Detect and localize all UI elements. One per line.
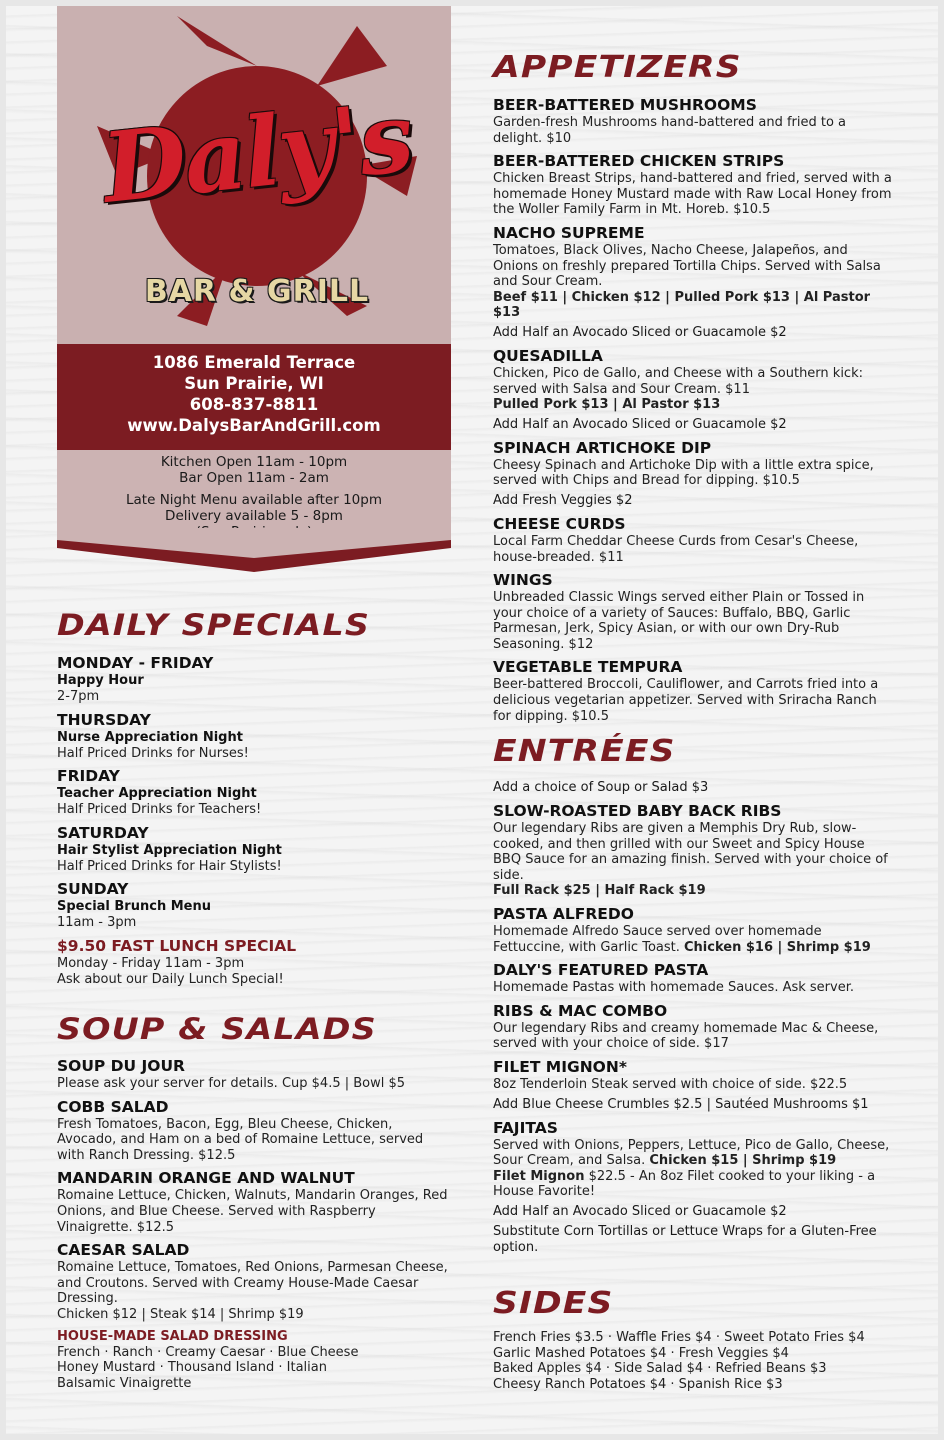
sides-line: Cheesy Ranch Potatoes $4 · Spanish Rice $3 (493, 1376, 783, 1392)
menu-item: SOUP DU JOUR Please ask your server for details. Cup $4.5 | Bowl $5 (57, 1057, 406, 1091)
delivery-hours: Delivery available 5 - 8pm (165, 508, 343, 524)
lunch-special: $9.50 FAST LUNCH SPECIAL Monday - Friday 11am - 3pm Ask about our Daily Lunch Special! (57, 936, 297, 987)
menu-item: VEGETABLE TEMPURA Beer-battered Broccoli, Cauliflower, and Carrots fried into a delicious vegetarian appetizer. Served with Sriracha Ranch for dipping. $10.5 (493, 658, 879, 724)
menu-item: WINGS Unbreaded Classic Wings served either Plain or Tossed in your choice of a variety of Sauces: Buffalo, BBQ, Garlic Parmesan, Jerk, Spicy Asian, or with our own Dry-Rub Seasoning. $12 (493, 571, 865, 652)
menu-item: SPINACH ARTICHOKE DIP Cheesy Spinach and Artichoke Dip with a little extra spice, served with Chips and Bread for dipping. $10.5 Add Fresh Veggies $2 (493, 438, 874, 508)
address-line-2: Sun Prairie, WI (184, 374, 324, 393)
soup-salads-list (57, 1057, 449, 1391)
menu-item: QUESADILLA Chicken, Pico de Gallo, and Cheese with a Southern kick: served with Salsa and Sour Cream. $11 Pulled Pork $13 | Al Pastor $13 Add Half an Avocado Sliced or Guacamole $2 (493, 346, 863, 432)
entrees-title: ENTRÉES (493, 734, 676, 769)
website-link[interactable]: www.DalysBarAndGrill.com (127, 416, 381, 435)
menu-item: MANDARIN ORANGE AND WALNUT Romaine Lettuce, Chicken, Walnuts, Mandarin Oranges, Red Onions, and Blue Cheese. Served with Raspberry Vinaigrette. $12.5 (57, 1169, 448, 1235)
address-line-1: 1086 Emerald Terrace (152, 353, 356, 372)
menu-item: NACHO SUPREME Tomatoes, Black Olives, Nacho Cheese, Jalapeños, and Onions on freshly prepared Tortilla Chips. Served with Salsa and Sour Cream. Beef $11 | Chicken $12 | Pulled Pork $13 | Al Pastor $13 Add Half an Avocado Sliced or Guacamole $2 (493, 223, 881, 340)
special-item: MONDAY - FRIDAY Happy Hour 2-7pm (57, 654, 214, 704)
kitchen-hours: Kitchen Open 11am - 10pm (160, 454, 348, 470)
menu-item: FILET MIGNON* 8oz Tenderloin Steak served with choice of side. $22.5 Add Blue Cheese Crumbles $2.5 | Sautéed Mushrooms $1 (493, 1057, 869, 1112)
restaurant-banner (57, 6, 451, 566)
menu-item: PASTA ALFREDO Homemade Alfredo Sauce served over homemade Fettuccine, with Garlic Toast. Chicken $16 | Shrimp $19 (493, 904, 871, 955)
menu-item: FAJITAS Served with Onions, Peppers, Lettuce, Pico de Gallo, Cheese, Sour Cream, and Salsa. Chicken $15 | Shrimp $19 Filet Mignon $22.5 - An 8oz Filet cooked to your liking - a House Favorite! Add Half an Avocado Sliced or Guacamole $2 Substitute Corn Tortillas or Lettuce Wraps for a Gluten-Free option. (493, 1118, 890, 1255)
menu-item: BEER-BATTERED CHICKEN STRIPS Chicken Breast Strips, hand-battered and fried, served with a homemade Honey Mustard made with Raw Local Honey from the Woller Family Farm in Mt. Horeb. $10.5 (493, 152, 892, 218)
logo-area (57, 6, 451, 344)
logo-subtitle: BAR & GRILL (144, 274, 370, 309)
daily-specials-title: DAILY SPECIALS (57, 608, 371, 642)
appetizers-list (493, 96, 893, 730)
menu-item: BEER-BATTERED MUSHROOMS Garden-fresh Mushrooms hand-battered and fried to a delight. $10 (493, 96, 847, 146)
menu-item: COBB SALAD Fresh Tomatoes, Bacon, Egg, Bleu Cheese, Chicken, Avocado, and Ham on a bed of Romaine Lettuce, served with Ranch Dressing. $12.5 (57, 1097, 424, 1163)
menu-item: CHEESE CURDS Local Farm Cheddar Cheese Curds from Cesar's Cheese, house-breaded. $11 (493, 514, 859, 565)
menu-item: SLOW-ROASTED BABY BACK RIBS Our legendary Ribs are given a Memphis Dry Rub, slow-cooked, and then grilled with our Sweet and Spicy House BBQ Sauce for an amazing finish. Served with your choice of side. Full Rack $25 | Half Rack $19 (493, 802, 888, 899)
sides-line: Garlic Mashed Potatoes $4 · Fresh Veggies $4 (493, 1345, 789, 1361)
entrees-list (493, 780, 893, 1262)
phone-number[interactable]: 608-837-8811 (189, 395, 319, 414)
special-item: THURSDAY Nurse Appreciation Night Half Priced Drinks for Nurses! (57, 710, 249, 761)
sides-list (493, 1330, 903, 1392)
special-item: SATURDAY Hair Stylist Appreciation Night Half Priced Drinks for Hair Stylists! (57, 823, 282, 874)
menu-item: DALY'S FEATURED PASTA Homemade Pastas with homemade Sauces. Ask server. (493, 961, 855, 996)
menu-item: CAESAR SALAD Romaine Lettuce, Tomatoes, Red Onions, Parmesan Cheese, and Croutons. Served with Creamy House-Made Caesar Dressing. Chicken $12 | Steak $14 | Shrimp $19 (57, 1241, 448, 1322)
contact-info (57, 344, 451, 450)
sides-line: Baked Apples $4 · Side Salad $4 · Refried Beans $3 (493, 1361, 827, 1377)
daily-specials-list (57, 654, 457, 993)
sides-line: French Fries $3.5 · Waffle Fries $4 · Sweet Potato Fries $4 (493, 1330, 865, 1345)
special-item: SUNDAY Special Brunch Menu 11am - 3pm (57, 880, 211, 931)
banner-chevron (57, 528, 451, 574)
appetizers-title: APPETIZERS (493, 50, 742, 85)
salad-dressings: HOUSE-MADE SALAD DRESSING French · Ranch · Creamy Caesar · Blue Cheese Honey Mustard · Thousand Island · Italian Balsamic Vinaigrette (57, 1328, 359, 1391)
sides-title: SIDES (493, 1286, 614, 1321)
hours-info (57, 450, 451, 530)
bar-hours: Bar Open 11am - 2am (179, 470, 329, 486)
soup-salads-title: SOUP & SALADS (57, 1012, 377, 1046)
entrees-intro: Add a choice of Soup or Salad $3 (493, 780, 709, 795)
late-night-note: Late Night Menu available after 10pm (126, 492, 382, 508)
menu-item: RIBS & MAC COMBO Our legendary Ribs and creamy homemade Mac & Cheese, served with your choice of side. $17 (493, 1001, 879, 1052)
logo-name: Daly's (97, 80, 417, 225)
special-item: FRIDAY Teacher Appreciation Night Half Priced Drinks for Teachers! (57, 767, 262, 818)
